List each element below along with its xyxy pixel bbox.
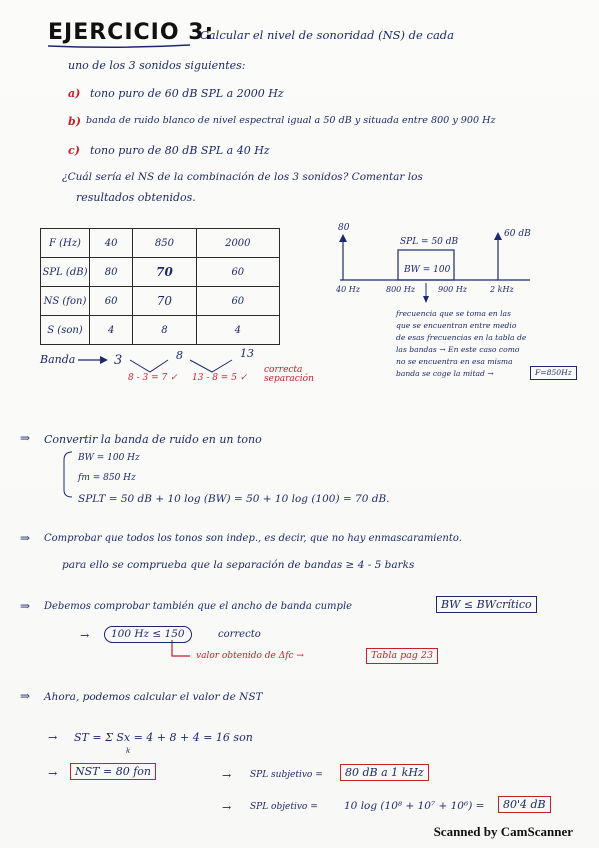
arrow-icon: → bbox=[222, 801, 232, 814]
final-objective-label: SPL objetivo = bbox=[250, 802, 318, 812]
exercise-title: EJERCICIO 3: bbox=[48, 20, 215, 45]
table-cell: 4 bbox=[90, 316, 133, 345]
diagram-y-top: 80 bbox=[338, 223, 350, 233]
scanner-watermark: Scanned by CamScanner bbox=[433, 824, 573, 839]
bands-label: Banda bbox=[40, 353, 76, 366]
diagram-explanation: banda se coge la mitad → bbox=[396, 369, 494, 378]
item-a-mark: a) bbox=[68, 87, 81, 100]
diagram-explanation: las bandas → En este caso como bbox=[396, 345, 520, 354]
bandwidth-criterion: BW ≤ BWcrítico bbox=[436, 596, 537, 613]
values-table bbox=[40, 228, 280, 345]
band-value: 13 bbox=[240, 347, 254, 360]
diagram-explanation: de esas frecuencias en la tabla de bbox=[396, 333, 527, 342]
table-cell: 850 bbox=[133, 229, 196, 258]
question-line-2: resultados obtenidos. bbox=[76, 191, 196, 204]
table-row-label: F (Hz) bbox=[41, 229, 90, 258]
band-diff: 8 - 3 = 7 ✓ bbox=[128, 373, 178, 383]
table-cell: 80 bbox=[90, 258, 133, 287]
convert-bw: BW = 100 Hz bbox=[78, 453, 140, 463]
diagram-spl: SPL = 50 dB bbox=[400, 237, 459, 247]
arrow-icon: ⇒ bbox=[20, 599, 31, 613]
question-line-1: ¿Cuál sería el NS de la combinación de los 3 sonidos? Comentar los bbox=[62, 171, 423, 183]
table-row-label: S (son) bbox=[41, 316, 90, 345]
diagram-x-label: 800 Hz bbox=[386, 285, 416, 294]
check-line-1: Comprobar que todos los tonos son indep., es decir, que no hay enmascaramiento. bbox=[44, 533, 462, 544]
arrow-icon: ⇒ bbox=[20, 531, 31, 545]
table-cell: 8 bbox=[133, 316, 196, 345]
diagram-x-label: 900 Hz bbox=[438, 285, 468, 294]
diagram-x-label: 40 Hz bbox=[336, 285, 360, 294]
final-subjective-label: SPL subjetivo = bbox=[250, 770, 323, 780]
item-c-mark: c) bbox=[68, 144, 80, 157]
table-row bbox=[41, 287, 280, 316]
table-row bbox=[41, 258, 280, 287]
table-row bbox=[41, 316, 280, 345]
band-value: 8 bbox=[176, 349, 183, 362]
diagram-explanation: que se encuentran entre medio bbox=[396, 321, 517, 330]
table-cell: 70 bbox=[133, 258, 196, 287]
arrow-icon: → bbox=[48, 767, 58, 780]
check-line-2: para ello se comprueba que la separación de bandas ≥ 4 - 5 barks bbox=[62, 559, 415, 571]
band-value: 3 bbox=[114, 353, 123, 368]
table-cell: 60 bbox=[196, 258, 279, 287]
table-cell: 60 bbox=[196, 287, 279, 316]
table-cell: 2000 bbox=[196, 229, 279, 258]
convert-spl: SPLT = 50 dB + 10 log (BW) = 50 + 10 log (100) = 70 dB. bbox=[78, 493, 390, 505]
arrow-icon: → bbox=[80, 629, 90, 642]
convert-line: Convertir la banda de ruido en un tono bbox=[44, 433, 262, 446]
bandwidth-compare: 100 Hz ≤ 150 bbox=[104, 626, 192, 643]
table-row-label: SPL (dB) bbox=[41, 258, 90, 287]
table-cell: 4 bbox=[196, 316, 279, 345]
intro-line-1: Calcular el nivel de sonoridad (NS) de cada bbox=[200, 28, 455, 42]
final-line: Ahora, podemos calcular el valor de NST bbox=[44, 691, 263, 703]
table-cell: 70 bbox=[133, 287, 196, 316]
arrow-icon: ⇒ bbox=[20, 689, 31, 703]
table-cell: 60 bbox=[90, 287, 133, 316]
table-reference: Tabla pag 23 bbox=[366, 648, 438, 664]
table-cell: 40 bbox=[90, 229, 133, 258]
bandwidth-result: correcto bbox=[218, 629, 261, 640]
table-row bbox=[41, 229, 280, 258]
diagram-boxed-frequency: F=850Hz bbox=[530, 366, 577, 380]
item-c-text: tono puro de 80 dB SPL a 40 Hz bbox=[90, 144, 270, 157]
table-row-label: NS (fon) bbox=[41, 287, 90, 316]
band-diff: 13 - 8 = 5 ✓ bbox=[192, 373, 248, 383]
diagram-explanation: no se encuentra en esa misma bbox=[396, 357, 513, 366]
item-a-text: tono puro de 60 dB SPL a 2000 Hz bbox=[90, 87, 284, 100]
intro-line-2: uno de los 3 sonidos siguientes: bbox=[68, 59, 246, 72]
arrow-icon: ⇒ bbox=[20, 431, 31, 445]
final-objective-expression: 10 log (10⁸ + 10⁷ + 10⁶) = bbox=[344, 800, 485, 812]
band-note: correcta separación bbox=[264, 365, 314, 384]
diagram-x-label: 2 kHz bbox=[490, 285, 514, 294]
arrow-icon: → bbox=[222, 769, 232, 782]
bandwidth-note: valor obtenido de Δfc → bbox=[196, 651, 304, 661]
diagram-explanation: frecuencia que se toma en las bbox=[396, 309, 511, 318]
diagram-bw: BW = 100 bbox=[404, 265, 451, 275]
arrow-icon: → bbox=[48, 731, 58, 744]
final-objective-value: 80'4 dB bbox=[498, 796, 551, 813]
final-sum: ST = Σ Sx = 4 + 8 + 4 = 16 son bbox=[74, 731, 253, 744]
final-subjective-value: 80 dB a 1 kHz bbox=[340, 764, 429, 781]
final-sum-index: k bbox=[126, 747, 131, 755]
item-b-mark: b) bbox=[68, 115, 81, 128]
diagram-top-right: 60 dB bbox=[504, 229, 531, 239]
convert-fc: fm = 850 Hz bbox=[78, 473, 136, 483]
bandwidth-line: Debemos comprobar también que el ancho de banda cumple bbox=[44, 601, 353, 612]
item-b-text: banda de ruido blanco de nivel espectral igual a 50 dB y situada entre 800 y 900 Hz bbox=[86, 115, 496, 126]
final-nst: NST = 80 fon bbox=[70, 763, 156, 780]
